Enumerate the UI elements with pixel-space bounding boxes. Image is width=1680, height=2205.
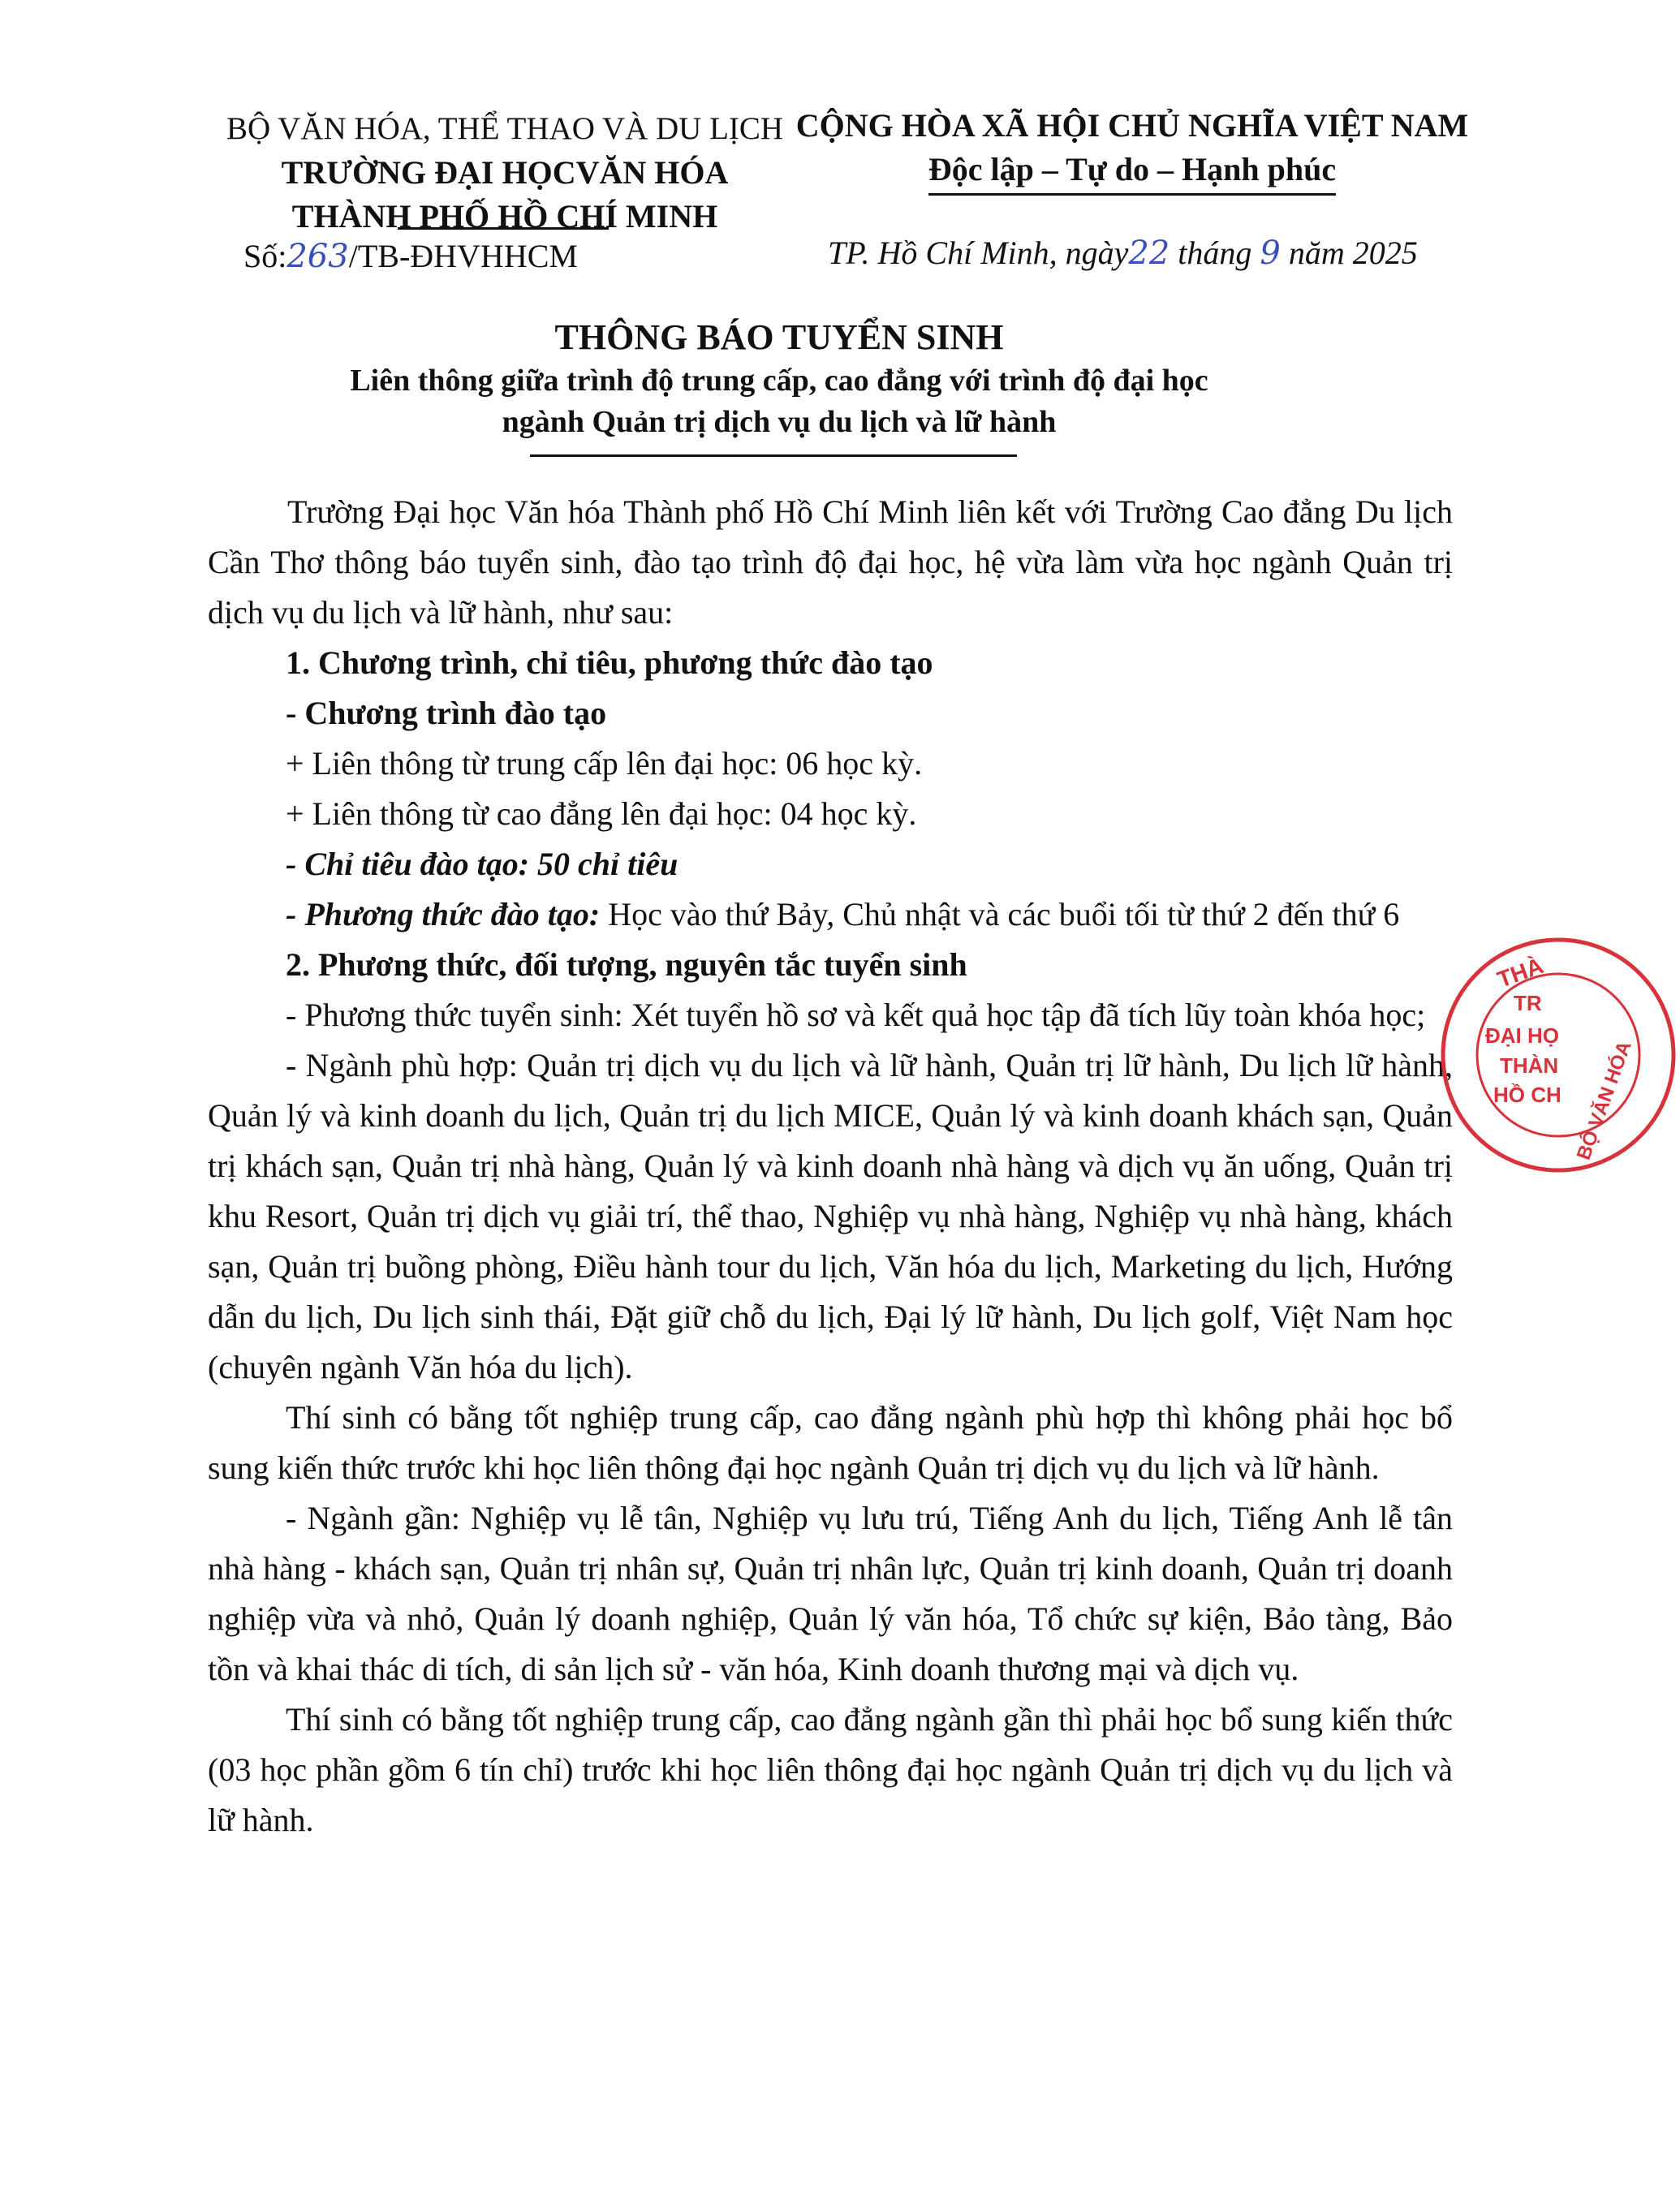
ministry-name: BỘ VĂN HÓA, THỂ THAO VÀ DU LỊCH	[226, 111, 784, 146]
date-month-handwritten: 9	[1260, 235, 1281, 272]
ref-number-handwritten: 263	[286, 238, 349, 275]
school-name-line2: THÀNH PHỐ HỒ CHÍ MINH	[291, 198, 718, 235]
seal-inner-3: THÀN	[1500, 1053, 1559, 1078]
document-subtitle-line1: Liên thông giữa trình độ trung cấp, cao đẳng với trình độ đại học	[350, 364, 1208, 398]
program-label: - Chương trình đào tạo	[286, 695, 607, 731]
section-1-heading: 1. Chương trình, chỉ tiêu, phương thức đào tạo	[286, 644, 933, 681]
national-header	[791, 104, 1473, 196]
date-day-handwritten: 22	[1128, 235, 1170, 272]
date-year: năm 2025	[1288, 235, 1418, 271]
ref-suffix: /TB-ĐHVHHCM	[348, 238, 578, 274]
quota-line: - Chỉ tiêu đào tạo: 50 chỉ tiêu	[286, 846, 678, 882]
ref-prefix: Số:	[243, 238, 287, 274]
issuer-underline	[398, 227, 609, 230]
program-item-intermediate: + Liên thông từ trung cấp lên đại học: 06 học kỳ.	[286, 745, 923, 782]
issue-date	[828, 233, 1418, 273]
document-body	[208, 487, 1453, 1845]
republic-name: CỘNG HÒA XÃ HỘI CHỦ NGHĨA VIỆT NAM	[795, 107, 1469, 144]
seal-inner-4: HỒ CH	[1493, 1083, 1562, 1107]
document-title: THÔNG BÁO TUYỂN SINH	[554, 317, 1004, 357]
method-text: Học vào thứ Bảy, Chủ nhật và các buổi tối từ thứ 2 đến thứ 6	[600, 896, 1400, 932]
seal-ring-left: BỘ VĂN HÓA	[1572, 1038, 1636, 1163]
admission-method-paragraph: - Phương thức tuyển sinh: Xét tuyển hồ sơ và kết quả học tập đã tích lũy toàn khóa học;	[286, 997, 1426, 1033]
matching-majors-paragraph: - Ngành phù hợp: Quản trị dịch vụ du lịch và lữ hành, Quản trị lữ hành, Du lịch lữ hành, Quản lý và kinh doanh du lịch, Quản trị du lịch MICE, Quản lý và kinh doanh khách sạn, Quản trị khách sạn, Quản trị nhà hàng, Quản lý và kinh doanh nhà hàng và dịch vụ ăn uống, Quản trị khu Resort, Quản trị dịch vụ giải trí, thể thao, Nghiệp vụ nhà hàng, Nghiệp vụ nhà hàng, khách sạn, Quản trị buồng phòng, Điều hành tour du lịch, Văn hóa du lịch, Marketing du lịch, Hướng dẫn du lịch, Du lịch sinh thái, Đặt giữ chỗ du lịch, Đại lý lữ hành, Du lịch golf, Việt Nam học (chuyên ngành Văn hóa du lịch).	[208, 1047, 1453, 1385]
seal-inner-2: ĐẠI HỌ	[1485, 1023, 1559, 1048]
date-place: TP. Hồ Chí Minh, ngày	[828, 235, 1129, 271]
method-label: - Phương thức đào tạo:	[286, 896, 601, 932]
seal-inner-1: TR	[1514, 991, 1542, 1015]
title-rule	[530, 454, 1017, 457]
national-motto: Độc lập – Tự do – Hạnh phúc	[928, 148, 1336, 196]
seal-ring-top: THÀ	[1493, 952, 1547, 993]
official-seal	[1437, 933, 1680, 1177]
issuer-block	[213, 107, 797, 239]
related-majors-paragraph: - Ngành gần: Nghiệp vụ lễ tân, Nghiệp vụ lưu trú, Tiếng Anh du lịch, Tiếng Anh lễ tân nhà hàng - khách sạn, Quản trị nhân sự, Quản trị nhân lực, Quản trị kinh doanh, Quản trị doanh nghiệp vừa và nhỏ, Quản lý doanh nghiệp, Quản lý văn hóa, Tổ chức sự kiện, Bảo tàng, Bảo tồn và khai thác di tích, di sản lịch sử - văn hóa, Kinh doanh thương mại và dịch vụ.	[208, 1500, 1453, 1687]
method-paragraph	[208, 889, 1453, 940]
intro-paragraph: Trường Đại học Văn hóa Thành phố Hồ Chí Minh liên kết với Trường Cao đẳng Du lịch Cần Thơ thông báo tuyển sinh, đào tạo trình độ đại học, hệ vừa làm vừa học ngành Quản trị dịch vụ du lịch và lữ hành, như sau:	[208, 493, 1453, 631]
program-item-college: + Liên thông từ cao đẳng lên đại học: 04 học kỳ.	[286, 795, 917, 832]
matching-majors-note: Thí sinh có bằng tốt nghiệp trung cấp, cao đẳng ngành phù hợp thì không phải học bổ sung kiến thức trước khi học liên thông đại học ngành Quản trị dịch vụ du lịch và lữ hành.	[208, 1399, 1453, 1486]
date-month-label: tháng	[1178, 235, 1252, 271]
school-name-line1: TRƯỜNG ĐẠI HỌCVĂN HÓA	[281, 154, 729, 191]
section-2-heading: 2. Phương thức, đối tượng, nguyên tắc tuyển sinh	[286, 946, 967, 983]
document-number	[243, 236, 578, 277]
related-majors-note: Thí sinh có bằng tốt nghiệp trung cấp, cao đẳng ngành gần thì phải học bổ sung kiến thức (03 học phần gồm 6 tín chỉ) trước khi học liên thông đại học ngành Quản trị dịch vụ du lịch và lữ hành.	[208, 1701, 1453, 1838]
document-subtitle-line2: ngành Quản trị dịch vụ du lịch và lữ hành	[502, 405, 1057, 439]
